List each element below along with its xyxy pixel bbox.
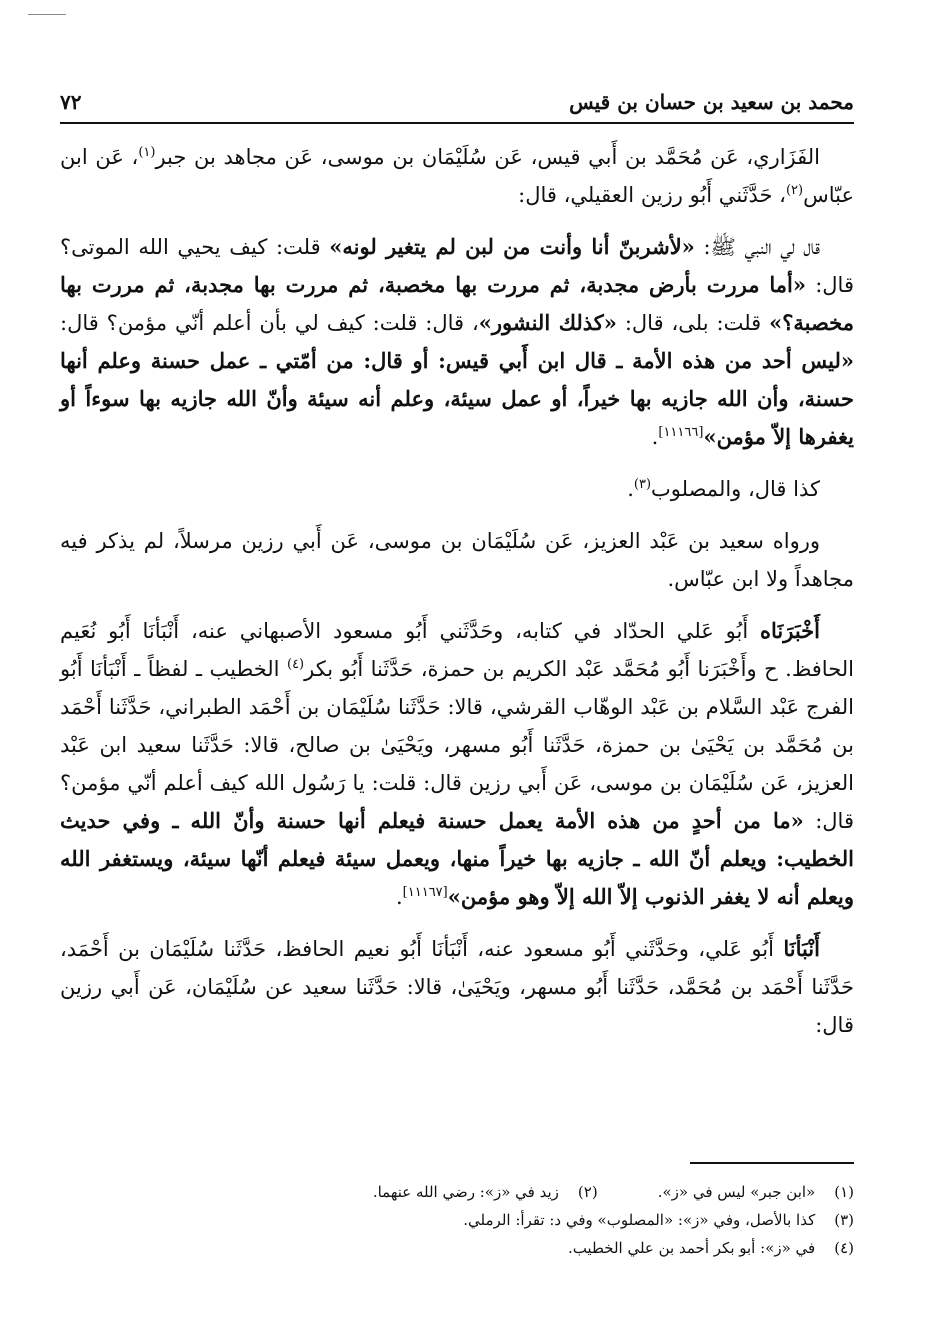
footnote-number: (٢) bbox=[577, 1183, 598, 1201]
running-header bbox=[60, 84, 854, 114]
footnote-ref[interactable]: (١) bbox=[138, 145, 156, 160]
footnote-4 bbox=[60, 1234, 854, 1262]
paragraph-4 bbox=[60, 522, 854, 598]
text-run: ورواه سعيد بن عَبْد العزيز، عَن سُلَيْمَان بن موسى، عَن أَبي رزين مرسلاً، لم يذكر فيه مجاهداً ولا ابن عبّاس. bbox=[60, 529, 854, 591]
paragraph-2 bbox=[60, 228, 854, 456]
footnote-rule bbox=[690, 1162, 854, 1164]
text-run: . bbox=[651, 425, 659, 449]
text-run: الخطيب ـ لفظاً ـ أَنْبَأنَا أَبُو الفرج عَبْد السَّلام بن عَبْد الوهّاب القرشي، قالا: حَدَّثَنا سُلَيْمَان بن أَحْمَد الطبراني، حَدَّثَنا أَحْمَد بن مُحَمَّد بن يَحْيَىٰ بن حمزة، حَدَّثَنا أَبُو مسهر، ويَحْيَىٰ بن صالح، قالا: حَدَّثَنا سعيد ابن عَبْد العزيز، عَن سُلَيْمَان بن موسى، عَن أَبي رزين قال: قلت: يا رَسُول الله كيف أعلم أنّي مؤمن؟ قال: bbox=[60, 657, 854, 833]
text-run: أَبُو عَلي، وحَدَّثَني أَبُو مسعود عنه، أَنْبَأنَا أَبُو نعيم الحافظ، حَدَّثَنا سُلَيْمَان بن أَحْمَد، حَدَّثَنا أَحْمَد بن مُحَمَّد، حَدَّثَنا أَبُو مسهر، ويَحْيَىٰ، قالا: حَدَّثَنا سعيد عن سُلَيْمَان، عَن أَبي رزين قال: bbox=[60, 937, 854, 1037]
footnote-text: زيد في «ز»: رضي الله عنهما. bbox=[372, 1183, 559, 1201]
hadith-quote: «أما مررت بأرض مجدبة، ثم مررت بها مخصبة، ثم مررت بها مجدبة، ثم مررت بها مخصبة؟» bbox=[60, 272, 854, 335]
paragraph-5 bbox=[60, 612, 854, 916]
footnote-ref[interactable]: (٢) bbox=[785, 183, 804, 198]
footnote-number: (٤) bbox=[834, 1239, 854, 1257]
footnote-number: (٣) bbox=[834, 1211, 854, 1229]
paragraph-1 bbox=[60, 138, 854, 214]
text-run: ، قال: قلت: كيف لي بأن أعلم أنّي مؤمن؟ قال: bbox=[60, 311, 479, 335]
text-run: قلت: كيف يحيي الله الموتى؟ قال: bbox=[60, 235, 854, 297]
header-rule bbox=[60, 122, 854, 124]
hadith-quote: «ما من أحدٍ من هذه الأمة يعمل حسنة فيعلم أنها حسنة وأنّ الله ـ وفي حديث الخطيب: ويعلم أنّ الله ـ جازيه بها خيراً منها، ويعمل سيئة فيعلم أنّها سيئة، ويستغفر الله ويعلم أنه لا يغفر الذنوب إلاّ الله إلاّ وهو مؤمن» bbox=[60, 808, 854, 909]
footnote-1 bbox=[658, 1178, 854, 1206]
running-title: محمد بن سعيد بن حسان بن قيس bbox=[569, 90, 854, 114]
paragraph-3 bbox=[60, 470, 854, 508]
hadith-number: [١١١٦٦] bbox=[658, 425, 704, 440]
footnote-3 bbox=[60, 1206, 854, 1234]
hadith-quote: «كذلك النشور» bbox=[478, 310, 617, 335]
text-run: أَبُو عَلي الحدّاد في كتابه، وحَدَّثَني أَبُو مسعود الأصبهاني عنه، أَنْبَأنَا أَبُو نُعَيم الحافظ. ح وأَخْبَرَنا أَبُو مُحَمَّد عَبْد الكريم بن حمزة، حَدَّثَنا أَبُو بكر bbox=[60, 619, 854, 681]
text-run: كذا قال، والمصلوب bbox=[651, 477, 820, 501]
footnote-ref[interactable]: (٤) bbox=[286, 657, 305, 672]
main-text bbox=[60, 138, 854, 1058]
footnote-text: في «ز»: أبو بكر أحمد بن علي الخطيب. bbox=[567, 1239, 816, 1257]
paragraph-6 bbox=[60, 930, 854, 1044]
scan-artifact-line bbox=[28, 14, 66, 15]
footnotes bbox=[60, 1178, 854, 1262]
footnote-ref[interactable]: (٣) bbox=[633, 477, 652, 492]
footnote-row bbox=[60, 1178, 854, 1206]
text-run: قال لي النبي ﷺ: bbox=[694, 235, 820, 259]
isnad-lead-word: أَخْبَرَنَاه bbox=[760, 618, 820, 643]
footnote-number: (١) bbox=[834, 1183, 854, 1201]
text-run: . bbox=[627, 477, 634, 501]
footnote-2 bbox=[373, 1178, 598, 1206]
text-run: الفَزَاري، عَن مُحَمَّد بن أَبي قيس، عَن سُلَيْمَان بن موسى، عَن مجاهد بن جبر bbox=[155, 145, 820, 169]
hadith-quote: «لأشربنّ أنا وأنت من لبن لم يتغير لونه» bbox=[329, 234, 695, 259]
text-run: . bbox=[395, 885, 403, 909]
page-number: ٧٢ bbox=[60, 90, 82, 114]
text-run: ، عَن ابن عبّاس bbox=[60, 145, 854, 207]
hadith-quote: «ليس أحد من هذه الأمة ـ قال ابن أَبي قيس: أو قال: من أمّتي ـ عمل حسنة وعلم أنها حسنة، وأن الله جازيه بها خيراً، أو عمل سيئة، وعلم أنه سيئة وأنّ الله جازيه بها سوءاً أو يغفرها إلاّ مؤمن» bbox=[60, 348, 854, 449]
footnote-text: «ابن جبر» ليس في «ز». bbox=[657, 1183, 816, 1201]
footnote-text: كذا بالأصل، وفي «ز»: «المصلوب» وفي د: تقرأ: الرملي. bbox=[463, 1211, 816, 1229]
hadith-number: [١١١٦٧] bbox=[402, 885, 448, 900]
isnad-lead-word: أَنْبَأنَا bbox=[783, 936, 820, 961]
text-run: ، حَدَّثَني أَبُو رزين العقيلي، قال: bbox=[518, 183, 786, 207]
text-run: قلت: بلى، قال: bbox=[616, 311, 770, 335]
